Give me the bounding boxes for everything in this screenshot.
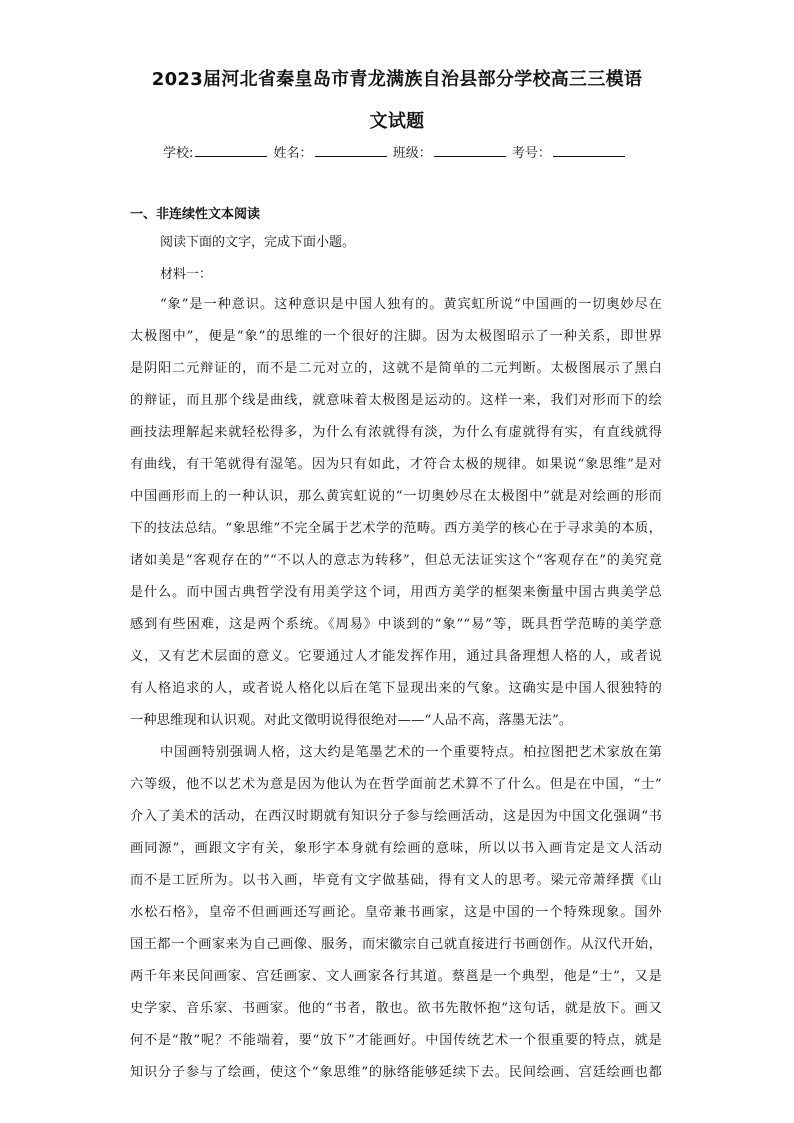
paragraph-1-line: 画技法理解起来就轻松得多，为什么有浓就得有淡，为什么有虚就得有实，有直线就得 — [130, 425, 662, 440]
paragraph-1-line: 义，又有艺术层面的意义。它要通过人才能发挥作用，通过具备理想人格的人，或者说 — [130, 649, 662, 664]
paragraph-1-line: 一种思维现和认识观。对此文徵明说得很绝对——“人品不高，落墨无法”。 — [130, 713, 573, 728]
exam-number-blank — [553, 144, 625, 157]
paragraph-1-line: 的辩证，而且那个线是曲线，就意味着太极图是运动的。这样一来，我们对形而下的绘 — [130, 393, 662, 408]
school-label: 学校: — [163, 146, 194, 161]
paragraph-1-line: 是什么。而中国古典哲学没有用美学这个词，用西方美学的框架来衡量中国古典美学总 — [130, 585, 662, 600]
exam-number-label: 考号： — [511, 146, 551, 161]
paragraph-2-line: 画同源”，画跟文字有关，象形字本身就有绘画的意味，所以以书入画肯定是文人活动 — [130, 841, 662, 856]
paragraph-1-line: 中国画形而上的一种认识，那么黄宾虹说的“一切奥妙尽在太极图中”就是对绘画的形而 — [130, 489, 662, 504]
paragraph-1-line: 感到有些困难，这是两个系统。《周易》中谈到的“象”“易”等，既具哲学范畴的美学意 — [130, 617, 662, 632]
exam-title-line-2: 文试题 — [369, 111, 425, 132]
paragraph-2-line: 何不是“散”呢？不能端着，要“放下”才能画好。中国传统艺术一个很重要的特点，就是 — [130, 1033, 662, 1048]
paragraph-2-line: 中国画特别强调人格，这大约是笔墨艺术的一个重要特点。柏拉图把艺术家放在第 — [160, 745, 662, 760]
paragraph-2-line: 水松石格》，皇帝不但画画还写画论。皇帝兼书画家，这是中国的一个特殊现象。国外 — [130, 905, 662, 920]
section-heading: 一、非连续性文本阅读 — [130, 207, 261, 222]
name-blank — [315, 144, 387, 157]
paragraph-2-line: 史学家、音乐家、书画家。他的“书者，散也。欲书先散怀抱”这句话，就是放下。画又 — [130, 1001, 662, 1016]
material-label: 材料一： — [160, 267, 213, 282]
exam-title-line-1: 2023届河北省秦皇岛市青龙满族自治县部分学校高三三模语 — [151, 69, 643, 90]
paragraph-1-line: 太极图中”，便是“象”的思维的一个很好的注脚。因为太极图昭示了一种关系，即世界 — [130, 329, 662, 344]
class-blank — [434, 144, 506, 157]
school-blank — [195, 144, 267, 157]
paragraph-2-line: 两千年来民间画家、宫廷画家、文人画家各行其道。蔡邕是一个典型，他是“士”，又是 — [130, 969, 662, 984]
paragraph-1-line: “象”是一种意识。这种意识是中国人独有的。黄宾虹所说“中国画的一切奥妙尽在 — [160, 297, 662, 312]
paragraph-1-line: 诸如美是“客观存在的”“不以人的意志为转移”，但总无法证实这个“客观存在”的美究竟 — [130, 553, 662, 568]
class-label: 班级： — [392, 146, 432, 161]
paragraph-2-line: 六等级，他不以艺术为意是因为他认为在哲学面前艺术算不了什么。但是在中国，“士” — [130, 777, 662, 792]
student-info-row — [163, 144, 627, 163]
paragraph-1-line: 有曲线，有干笔就得有湿笔。因为只有如此，才符合太极的规律。如果说“象思维”是对 — [130, 457, 662, 472]
paragraph-1-line: 有人格追求的人，或者说人格化以后在笔下显现出来的气象。这确实是中国人很独特的 — [130, 681, 662, 696]
reading-instruction: 阅读下面的文字，完成下面小题。 — [160, 235, 356, 250]
paragraph-1-line: 是阴阳二元辩证的，而不是二元对立的，这就不是简单的二元判断。太极图展示了黑白 — [130, 361, 662, 376]
paragraph-2-line: 国王都一个画家来为自己画像、服务，而宋徽宗自己就直接进行书画创作。从汉代开始， — [130, 937, 662, 952]
paragraph-2-line: 介入了美术的活动，在西汉时期就有知识分子参与绘画活动，这是因为中国文化强调“书 — [130, 809, 662, 824]
paragraph-2-line: 知识分子参与了绘画，使这个“象思维”的脉络能够延续下去。民间绘画、宫廷绘画也都 — [130, 1065, 662, 1080]
name-label: 姓名： — [273, 146, 313, 161]
paragraph-1-line: 下的技法总结。“象思维”不完全属于艺术学的范畴。西方美学的核心在于寻求美的本质， — [130, 521, 662, 536]
paragraph-2-line: 而不是工匠所为。以书入画，毕竟有文字做基础，得有文人的思考。梁元帝萧绎撰《山 — [130, 873, 662, 888]
